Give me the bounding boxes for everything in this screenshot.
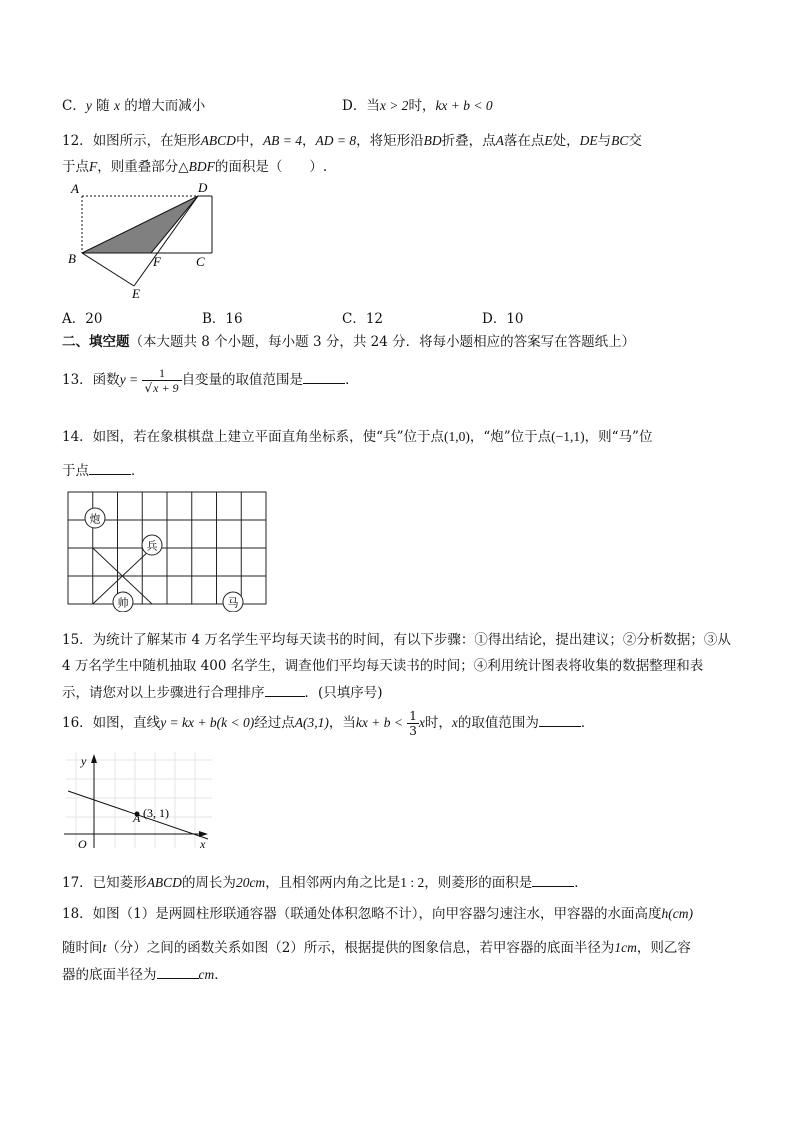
x-axis-label: x <box>200 837 206 851</box>
q17-answer-blank[interactable] <box>532 872 574 887</box>
label-d: D <box>198 180 208 195</box>
svg-text:兵: 兵 <box>146 539 158 553</box>
label-b: B <box>68 251 76 266</box>
svg-text:马: 马 <box>227 596 239 610</box>
q14-line2: 于点 ． <box>62 460 145 481</box>
q12-option-a: A．20 <box>62 311 103 327</box>
label-e: E <box>132 286 140 300</box>
origin-label: O <box>78 837 87 851</box>
q18-line1: 18．如图（1）是两圆柱形联通容器（联通处体积忽略不计），向甲容器匀速注水，甲容器的水面高度h(cm) <box>62 906 694 922</box>
svg-text:帅: 帅 <box>117 596 129 610</box>
q15-line3: 示，请您对以上步骤进行合理排序 ．(只填序号) <box>62 682 383 703</box>
q12-option-c: C．12 <box>342 311 384 327</box>
label-f: F <box>153 254 161 269</box>
q18-answer-blank[interactable] <box>157 964 199 979</box>
piece-pao <box>85 508 105 528</box>
y-axis-arrow <box>91 754 97 763</box>
q18-line2: 随时间t（分）之间的函数关系如图（2）所示，根据提供的图象信息，若甲容器的底面半径为1cm，则乙容 <box>62 940 691 956</box>
y-axis-label: y <box>81 754 87 768</box>
label-a: A <box>71 181 79 196</box>
piece-ma <box>223 592 243 612</box>
q16-line: 16．如图，直线y = kx + b(k < 0)经过点A(3,1)，当kx + b < $\frac{1}{3}$ x时，x的取值范围为 ． <box>62 709 595 738</box>
q12-figure <box>62 180 222 300</box>
piece-shuai <box>113 592 133 612</box>
q18-line3: 器的底面半径为 cm． <box>62 964 228 985</box>
triangle-bdf <box>82 196 198 253</box>
q16-graph <box>62 748 222 854</box>
q11-option-d: D．当x > 2时，kx + b < 0 <box>342 98 493 114</box>
section-2-heading: 二、填空题（本大题共 8 个小题，每小题 3 分，共 24 分．将每小题相应的答案写在答题纸上） <box>62 334 636 350</box>
q15-answer-blank[interactable] <box>265 682 305 697</box>
svg-text:炮: 炮 <box>89 512 101 526</box>
chess-board-figure <box>62 488 272 612</box>
q13: 13．函数y = $\frac{1}{√x + 9}$ 自变量的取值范围是 ． <box>62 366 359 395</box>
q12-line1: 12．如图所示，在矩形ABCD中，AB = 4，AD = 8，将矩形沿BD折叠，点A落在点E处，DE与BC交 <box>62 133 642 149</box>
piece-bing <box>142 535 162 555</box>
q17: 17．已知菱形ABCD的周长为20cm，且相邻两内角之比是1 : 2，则菱形的面积是 ． <box>62 872 588 893</box>
q14-answer-blank[interactable] <box>89 460 131 475</box>
q16-answer-blank[interactable] <box>539 712 581 727</box>
q13-fraction: $\frac{1}{√x + 9}$ <box>142 366 181 395</box>
edge-be <box>82 253 134 286</box>
q11-option-c: C．y 随 x 的增大而减小 <box>62 98 206 114</box>
point-a-label: A <box>133 811 141 825</box>
q14-line1: 14．如图，若在象棋棋盘上建立平面直角坐标系，使“兵”位于点(1,0)，“炮”位于点(−1,1)，则“马”位 <box>62 429 653 445</box>
q13-answer-blank[interactable] <box>303 369 345 384</box>
q16-fraction: $\frac{1}{3}$ <box>409 709 417 738</box>
q12-option-d: D．10 <box>482 311 524 327</box>
q15-line2: 4 万名学生中随机抽取 400 名学生，调查他们平均每天读书的时间；④利用统计图表将收集的数据整理和表 <box>62 658 704 674</box>
q12-option-b: B．16 <box>202 311 243 327</box>
label-c: C <box>196 254 205 269</box>
q12-line2: 于点F，则重叠部分△BDF的面积是（ ）. <box>62 159 328 175</box>
q15-line1: 15．为统计了解某市 4 万名学生平均每天读书的时间，有以下步骤：①得出结论，提出建议；②分析数据；③从 <box>62 632 731 648</box>
point-a-coords: (3, 1) <box>143 806 169 820</box>
